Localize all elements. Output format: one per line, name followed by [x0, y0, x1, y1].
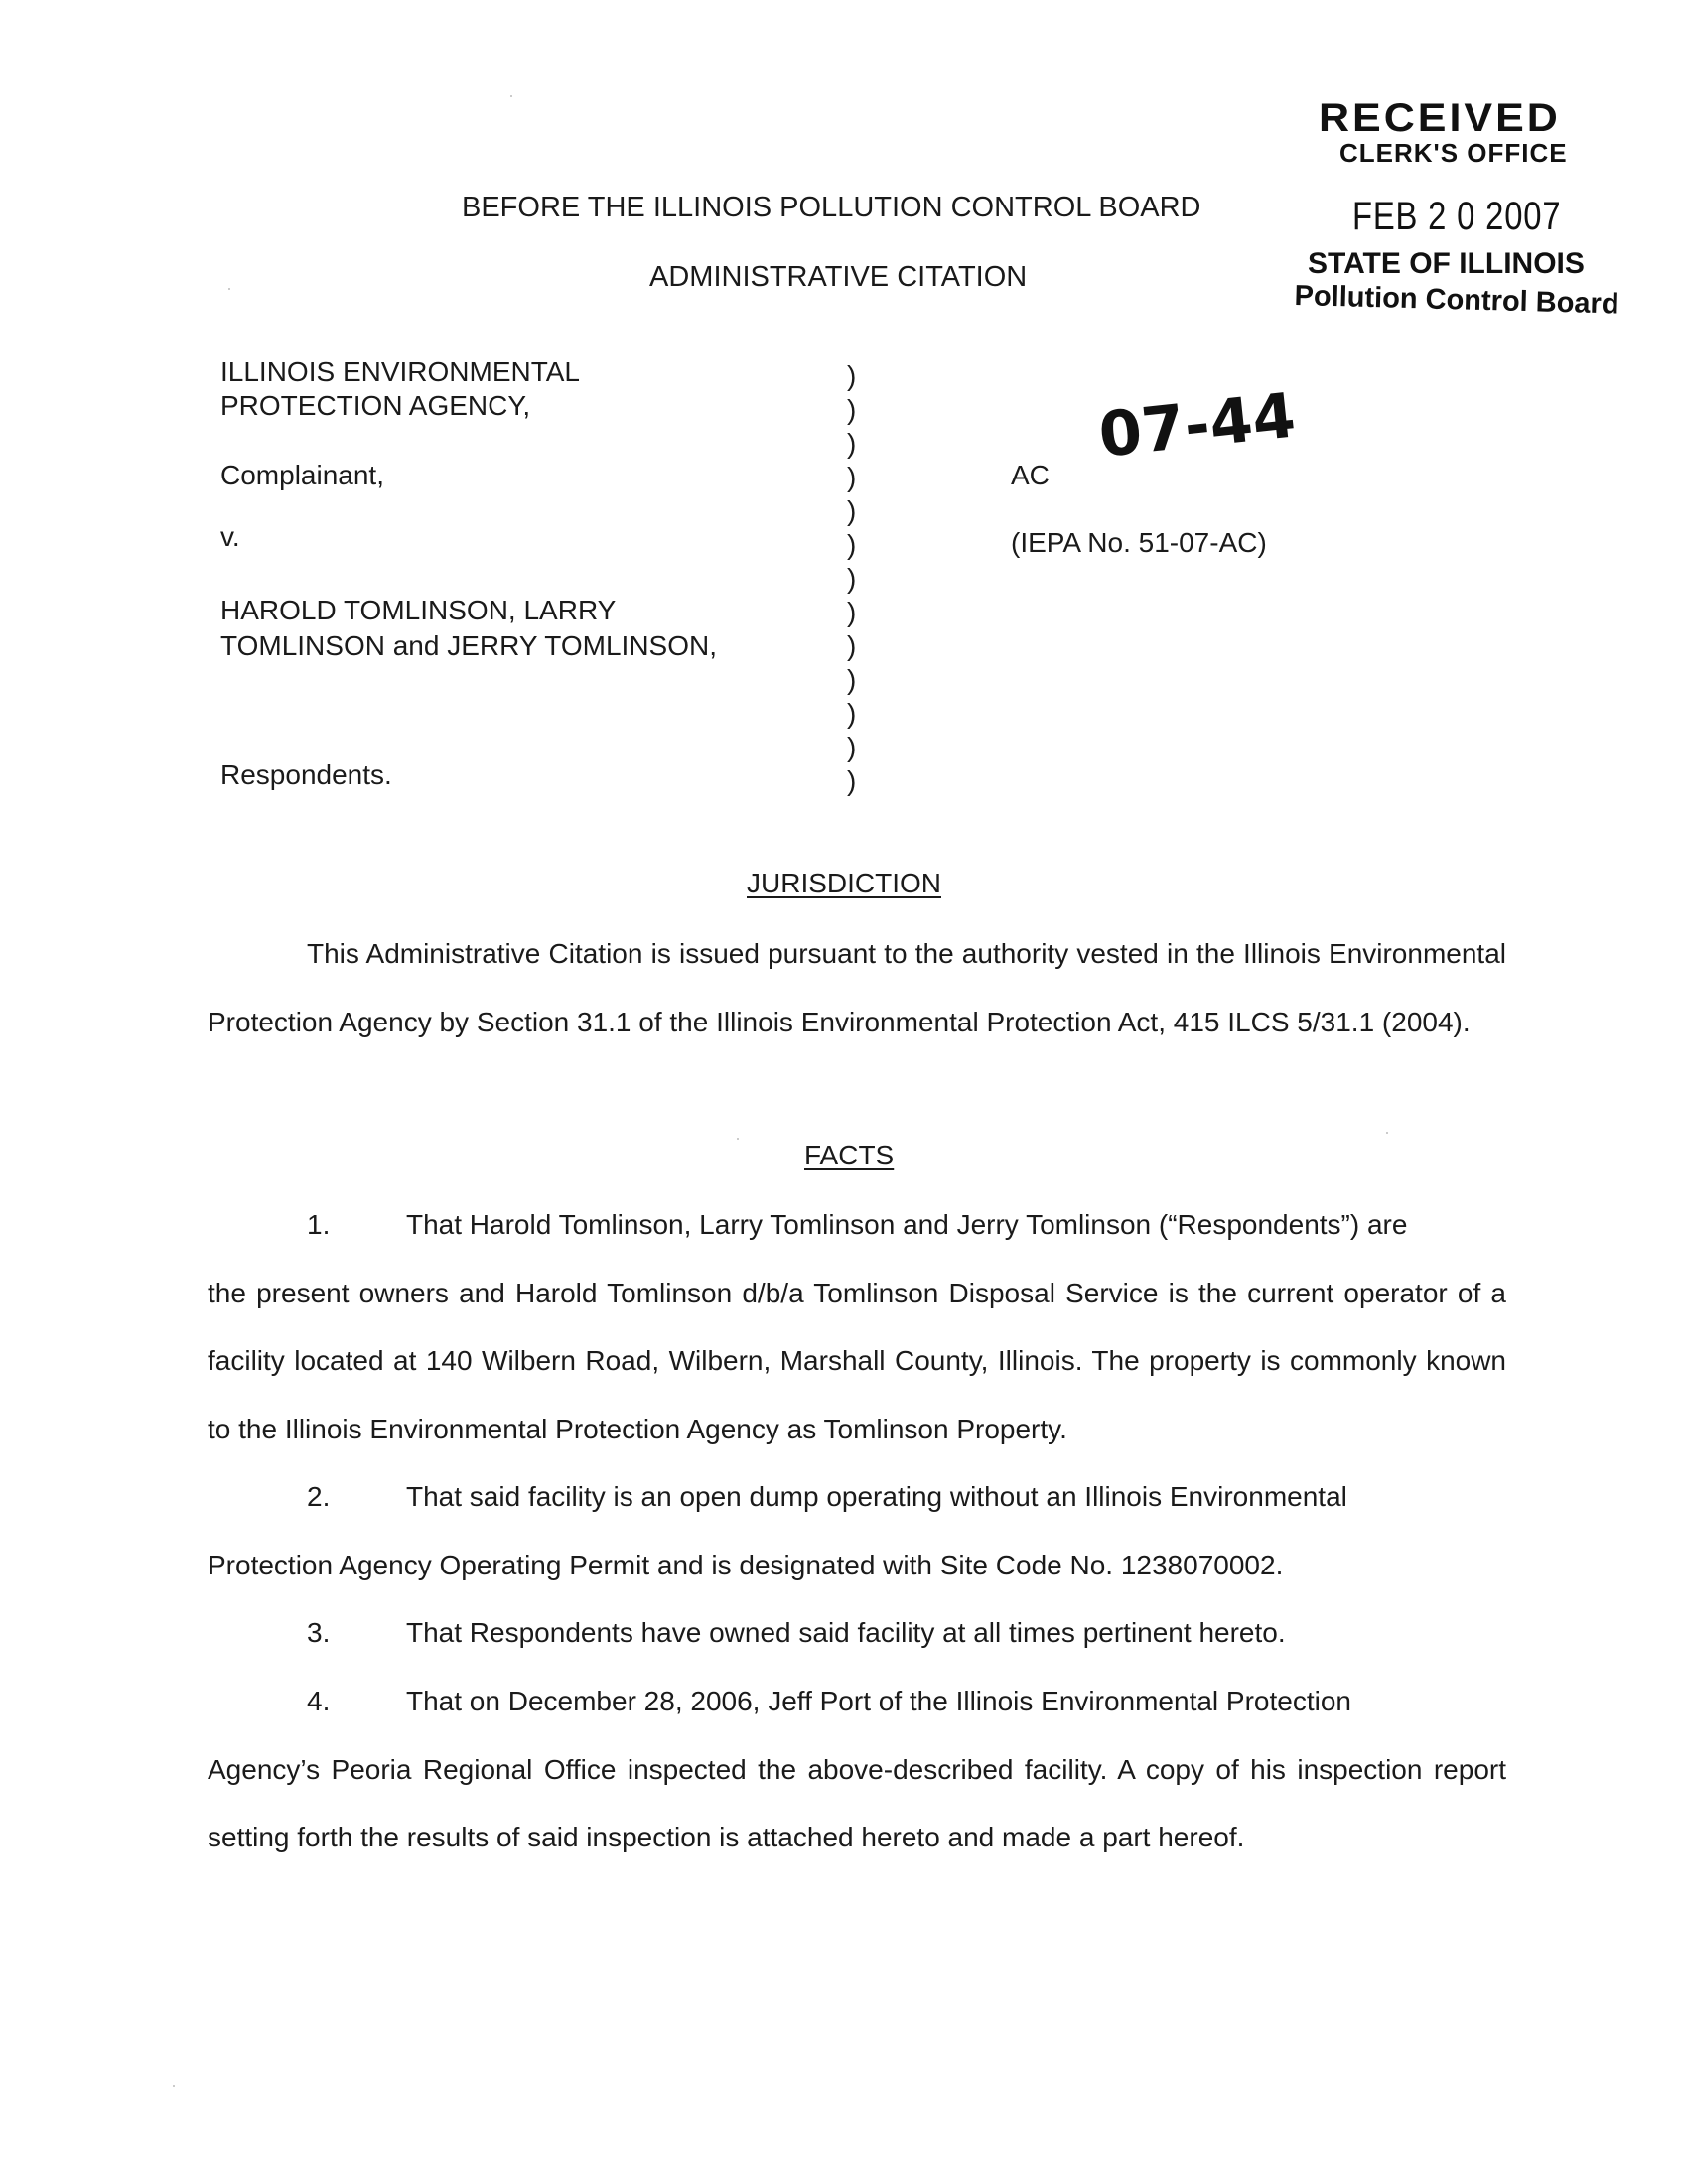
- board-title: BEFORE THE ILLINOIS POLLUTION CONTROL BOARD: [462, 192, 1201, 223]
- fact-continuation: Protection Agency Operating Permit and is designated with Site Code No. 1238070002.: [208, 1549, 1284, 1580]
- jurisdiction-text: This Administrative Citation is issued pursuant to the authority vested in the Illinois Environmental Protection Agency by Section 31.1 of the Illinois Environmental Protection Act, 415 ILCS 5/31.1 (2004).: [208, 938, 1506, 1037]
- caption-paren: ): [847, 428, 857, 459]
- complainant-name-line2: PROTECTION AGENCY,: [220, 390, 531, 421]
- fact-number: 3.: [307, 1617, 331, 1648]
- respondent-role: Respondents.: [220, 759, 392, 790]
- fact-first-line: That Respondents have owned said facility at all times pertinent hereto.: [406, 1617, 1286, 1648]
- caption-paren: ): [847, 597, 857, 627]
- caption-paren: ): [847, 563, 857, 594]
- caption-paren: ): [847, 664, 857, 695]
- caption-paren: ): [847, 529, 857, 560]
- respondent-name-line2: TOMLINSON and JERRY TOMLINSON,: [220, 630, 718, 661]
- document-type: ADMINISTRATIVE CITATION: [649, 261, 1028, 293]
- jurisdiction-paragraph: [208, 920, 1506, 1056]
- received-stamp-board: Pollution Control Board: [1294, 280, 1619, 321]
- scan-speck: [173, 2085, 175, 2087]
- iepa-number: (IEPA No. 51-07-AC): [1011, 527, 1267, 558]
- facts-heading: FACTS: [804, 1140, 895, 1170]
- caption-paren: ): [847, 630, 857, 661]
- caption-paren: ): [847, 495, 857, 526]
- scan-speck: [1386, 1132, 1388, 1134]
- caption-paren: ): [847, 732, 857, 762]
- case-ac-label: AC: [1011, 460, 1050, 490]
- fact-first-line: That Harold Tomlinson, Larry Tomlinson and Jerry Tomlinson (“Respondents”) are: [406, 1209, 1408, 1240]
- jurisdiction-heading: JURISDICTION: [747, 868, 941, 898]
- received-stamp-title: RECEIVED: [1319, 95, 1561, 141]
- case-ac-number: 07-44: [1095, 378, 1300, 472]
- fact-number: 4.: [307, 1686, 331, 1716]
- fact-first-line: That on December 28, 2006, Jeff Port of the Illinois Environmental Protection: [406, 1686, 1351, 1716]
- received-stamp-date: FEB 2 0 2007: [1352, 195, 1562, 238]
- fact-first-line: That said facility is an open dump operating without an Illinois Environmental: [406, 1481, 1347, 1512]
- scan-speck: [737, 1138, 739, 1140]
- received-stamp-state: STATE OF ILLINOIS: [1308, 247, 1585, 280]
- caption-paren: ): [847, 360, 857, 391]
- versus: v.: [220, 521, 240, 552]
- caption-paren: ): [847, 698, 857, 729]
- fact-continuation: the present owners and Harold Tomlinson d/b/a Tomlinson Disposal Service is the current operator of a facility located at 140 Wilbern Road, Wilbern, Marshall County, Illinois. The property is commonly known to the Illinois Environmental Protection Agency as Tomlinson Property.: [208, 1277, 1506, 1444]
- scan-speck: [510, 95, 512, 97]
- caption-paren: ): [847, 394, 857, 425]
- complainant-name-line1: ILLINOIS ENVIRONMENTAL: [220, 356, 581, 387]
- complainant-role: Complainant,: [220, 460, 384, 490]
- respondent-name-line1: HAROLD TOMLINSON, LARRY: [220, 595, 617, 625]
- caption-paren: ): [847, 462, 857, 492]
- caption-paren: ): [847, 765, 857, 796]
- fact-continuation: Agency’s Peoria Regional Office inspected the above-described facility. A copy of his inspection report setting forth the results of said inspection is attached hereto and made a part hereof.: [208, 1753, 1506, 1852]
- received-stamp-office: CLERK'S OFFICE: [1339, 138, 1568, 168]
- scan-speck: [228, 288, 230, 290]
- fact-number: 1.: [307, 1209, 331, 1240]
- fact-number: 2.: [307, 1481, 331, 1512]
